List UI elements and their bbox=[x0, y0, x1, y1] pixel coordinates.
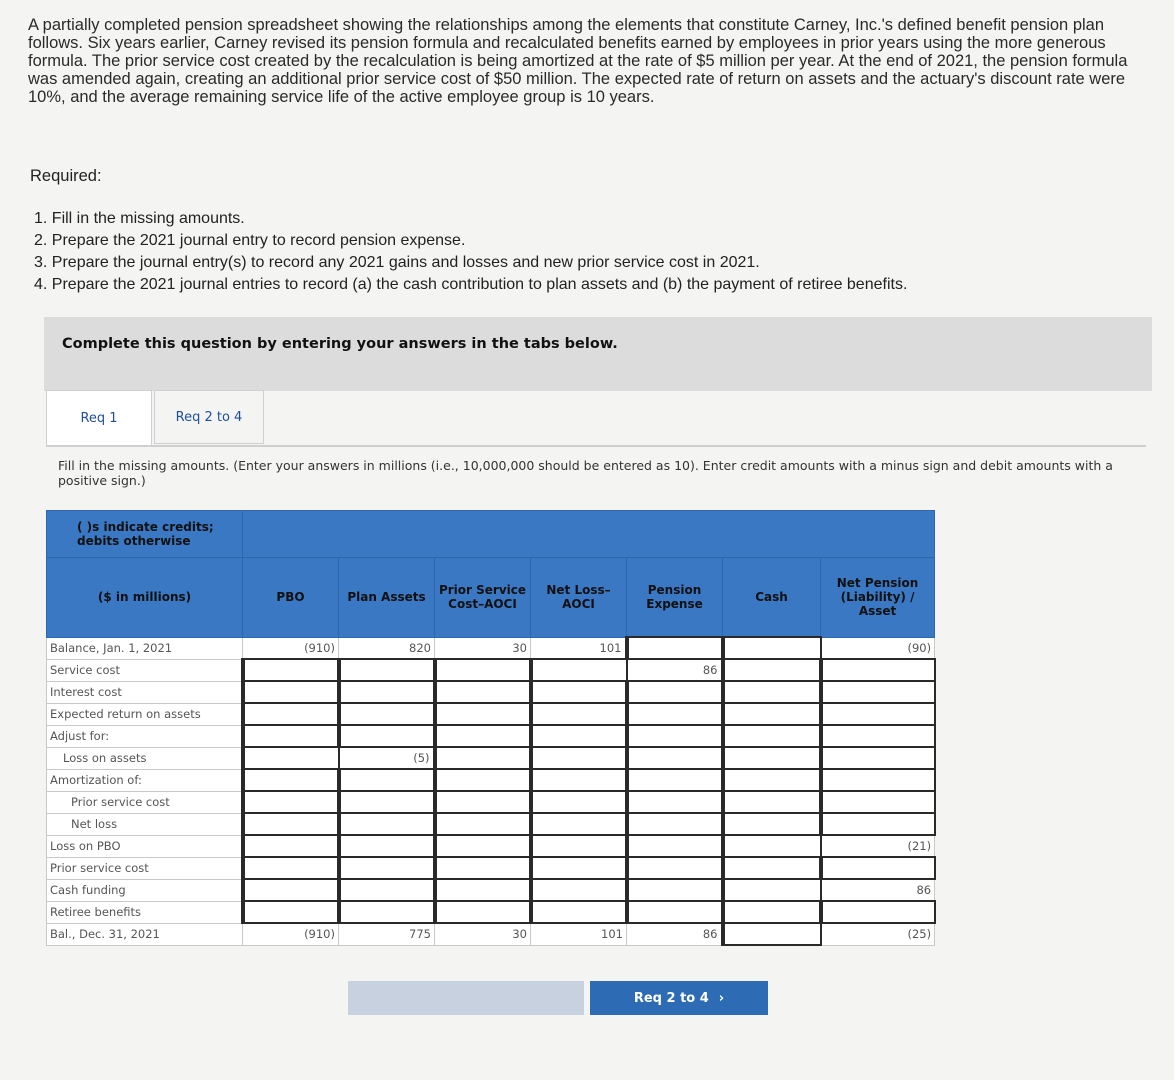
amount-input[interactable] bbox=[627, 791, 723, 813]
header-filler bbox=[243, 511, 935, 558]
requirement-item: 3. Prepare the journal entry(s) to record any 2021 gains and losses and new prior service cost in 2021. bbox=[34, 254, 760, 271]
amount-input[interactable] bbox=[531, 835, 627, 857]
table-cell: 30 bbox=[435, 637, 531, 659]
amount-input[interactable] bbox=[435, 703, 531, 725]
table-row bbox=[47, 659, 935, 681]
amount-input[interactable] bbox=[339, 681, 435, 703]
required-heading: Required: bbox=[30, 167, 102, 185]
amount-input[interactable] bbox=[723, 659, 821, 681]
amount-input[interactable] bbox=[531, 659, 627, 681]
amount-input[interactable] bbox=[435, 681, 531, 703]
row-label: Net loss bbox=[47, 813, 243, 835]
amount-input[interactable] bbox=[627, 879, 723, 901]
table-cell: 86 bbox=[821, 879, 935, 901]
amount-input[interactable] bbox=[627, 857, 723, 879]
amount-input[interactable] bbox=[821, 681, 935, 703]
row-label: Loss on PBO bbox=[47, 835, 243, 857]
table-cell: (90) bbox=[821, 637, 935, 659]
amount-input[interactable] bbox=[435, 769, 531, 791]
table-row bbox=[47, 857, 935, 879]
amount-input[interactable] bbox=[435, 879, 531, 901]
row-label: Expected return on assets bbox=[47, 703, 243, 725]
amount-input[interactable] bbox=[243, 835, 339, 857]
column-header: Cash bbox=[723, 558, 821, 638]
amount-input[interactable] bbox=[821, 857, 935, 879]
units-header: ($ in millions) bbox=[47, 558, 243, 638]
next-tab-label: Req 2 to 4 bbox=[633, 990, 709, 1006]
chevron-right-icon: › bbox=[718, 990, 725, 1006]
amount-input[interactable] bbox=[243, 703, 339, 725]
amount-input[interactable] bbox=[821, 769, 935, 791]
column-header: Net Loss–AOCI bbox=[531, 558, 627, 638]
amount-input[interactable] bbox=[723, 901, 821, 923]
tab-instructions: Fill in the missing amounts. (Enter your answers in millions (i.e., 10,000,000 should be entered as 10). Enter credit amounts with a minus sign and debit amounts with a positive sign.) bbox=[58, 458, 1113, 488]
amount-input[interactable] bbox=[339, 901, 435, 923]
table-cell: 86 bbox=[627, 659, 723, 681]
row-label: Amortization of: bbox=[47, 769, 243, 791]
amount-input[interactable] bbox=[821, 813, 935, 835]
amount-input[interactable] bbox=[627, 637, 723, 659]
table-row bbox=[47, 747, 935, 769]
amount-input[interactable] bbox=[531, 791, 627, 813]
amount-input[interactable] bbox=[531, 747, 627, 769]
amount-input[interactable] bbox=[243, 747, 339, 769]
amount-input[interactable] bbox=[627, 813, 723, 835]
table-cell: 820 bbox=[339, 637, 435, 659]
amount-input[interactable] bbox=[243, 769, 339, 791]
tab-req-1[interactable]: Req 1 bbox=[46, 390, 152, 446]
row-label: Prior service cost bbox=[47, 857, 243, 879]
table-row bbox=[47, 835, 935, 857]
next-tab-button[interactable] bbox=[590, 981, 768, 1015]
row-label: Service cost bbox=[47, 659, 243, 681]
table-cell: 30 bbox=[435, 923, 531, 945]
amount-input[interactable] bbox=[243, 791, 339, 813]
table-row bbox=[47, 791, 935, 813]
table-row bbox=[47, 923, 935, 945]
amount-input[interactable] bbox=[627, 681, 723, 703]
problem-statement: A partially completed pension spreadsheet showing the relationships among the elements that constitute Carney, Inc.'s defined benefit pension plan follows. Six years earlier, Carney revised its pension formula and recalculated benefits earned by employees in prior years using the more generous formula. The prior service cost created by the recalculation is being amortized at the rate of $5 million per year. At the end of 2021, the pension formula was amended again, creating an additional prior service cost of $50 million. The expected rate of return on assets and the actuary's discount rate were 10%, and the average remaining service life of the active employee group is 10 years. bbox=[28, 16, 1128, 106]
amount-input[interactable] bbox=[531, 681, 627, 703]
table-cell: 86 bbox=[627, 923, 723, 945]
amount-input[interactable] bbox=[723, 879, 821, 901]
amount-input[interactable] bbox=[723, 681, 821, 703]
amount-input[interactable] bbox=[435, 813, 531, 835]
amount-input[interactable] bbox=[339, 725, 435, 747]
amount-input[interactable] bbox=[531, 857, 627, 879]
amount-input[interactable] bbox=[339, 659, 435, 681]
amount-input[interactable] bbox=[627, 769, 723, 791]
amount-input[interactable] bbox=[821, 659, 935, 681]
requirements-list bbox=[34, 208, 907, 296]
table-cell: (910) bbox=[243, 923, 339, 945]
amount-input[interactable] bbox=[723, 813, 821, 835]
table-row bbox=[47, 813, 935, 835]
amount-input[interactable] bbox=[531, 725, 627, 747]
table-cell: 101 bbox=[531, 637, 627, 659]
amount-input[interactable] bbox=[435, 901, 531, 923]
amount-input[interactable] bbox=[243, 901, 339, 923]
amount-input[interactable] bbox=[339, 703, 435, 725]
row-label: Prior service cost bbox=[47, 791, 243, 813]
amount-input[interactable] bbox=[723, 703, 821, 725]
table-row bbox=[47, 901, 935, 923]
row-label: Bal., Dec. 31, 2021 bbox=[47, 923, 243, 945]
amount-input[interactable] bbox=[243, 813, 339, 835]
banner-text: Complete this question by entering your answers in the tabs below. bbox=[62, 336, 618, 352]
amount-input[interactable] bbox=[435, 747, 531, 769]
pension-spreadsheet bbox=[46, 510, 934, 946]
column-header: Net Pension (Liability) / Asset bbox=[821, 558, 935, 638]
requirement-item: 1. Fill in the missing amounts. bbox=[34, 210, 245, 227]
amount-input[interactable] bbox=[627, 835, 723, 857]
amount-input[interactable] bbox=[243, 681, 339, 703]
amount-input[interactable] bbox=[627, 901, 723, 923]
amount-input[interactable] bbox=[339, 879, 435, 901]
amount-input[interactable] bbox=[723, 725, 821, 747]
amount-input[interactable] bbox=[723, 637, 821, 659]
table-cell: (25) bbox=[821, 923, 935, 945]
amount-input[interactable] bbox=[435, 725, 531, 747]
amount-input[interactable] bbox=[243, 659, 339, 681]
amount-input[interactable] bbox=[821, 725, 935, 747]
table-cell: 775 bbox=[339, 923, 435, 945]
amount-input[interactable] bbox=[627, 725, 723, 747]
column-header: Pension Expense bbox=[627, 558, 723, 638]
amount-input[interactable] bbox=[435, 659, 531, 681]
amount-input[interactable] bbox=[435, 857, 531, 879]
table-row bbox=[47, 703, 935, 725]
legend-cell: ( )s indicate credits; debits otherwise bbox=[47, 511, 243, 558]
amount-input[interactable] bbox=[723, 835, 821, 857]
requirement-item: 2. Prepare the 2021 journal entry to record pension expense. bbox=[34, 232, 466, 249]
column-header: PBO bbox=[243, 558, 339, 638]
amount-input[interactable] bbox=[435, 835, 531, 857]
amount-input[interactable] bbox=[243, 725, 339, 747]
row-label: Retiree benefits bbox=[47, 901, 243, 923]
amount-input[interactable] bbox=[723, 857, 821, 879]
amount-input[interactable] bbox=[627, 703, 723, 725]
table-cell: (21) bbox=[821, 835, 935, 857]
instruction-banner bbox=[44, 317, 1152, 391]
amount-input[interactable] bbox=[531, 703, 627, 725]
amount-input[interactable] bbox=[821, 703, 935, 725]
amount-input[interactable] bbox=[339, 835, 435, 857]
column-header: Plan Assets bbox=[339, 558, 435, 638]
row-label: Interest cost bbox=[47, 681, 243, 703]
amount-input[interactable] bbox=[627, 747, 723, 769]
amount-input[interactable] bbox=[723, 923, 821, 945]
amount-input[interactable] bbox=[531, 901, 627, 923]
amount-input[interactable] bbox=[339, 813, 435, 835]
amount-input[interactable] bbox=[723, 791, 821, 813]
row-label: Adjust for: bbox=[47, 725, 243, 747]
row-label: Cash funding bbox=[47, 879, 243, 901]
amount-input[interactable] bbox=[339, 791, 435, 813]
table-row bbox=[47, 681, 935, 703]
amount-input[interactable] bbox=[339, 857, 435, 879]
tab-divider bbox=[46, 445, 1146, 447]
table-row bbox=[47, 879, 935, 901]
amount-input[interactable] bbox=[821, 901, 935, 923]
column-header: Prior Service Cost–AOCI bbox=[435, 558, 531, 638]
amount-input[interactable] bbox=[531, 879, 627, 901]
table-cell: (5) bbox=[339, 747, 435, 769]
table-row bbox=[47, 725, 935, 747]
amount-input[interactable] bbox=[723, 747, 821, 769]
table-row bbox=[47, 769, 935, 791]
amount-input[interactable] bbox=[531, 769, 627, 791]
row-label: Loss on assets bbox=[47, 747, 243, 769]
amount-input[interactable] bbox=[243, 857, 339, 879]
table-cell: 101 bbox=[531, 923, 627, 945]
table-row bbox=[47, 637, 935, 659]
table-cell: (910) bbox=[243, 637, 339, 659]
amount-input[interactable] bbox=[243, 879, 339, 901]
amount-input[interactable] bbox=[723, 769, 821, 791]
amount-input[interactable] bbox=[821, 791, 935, 813]
prev-button-disabled bbox=[348, 981, 584, 1015]
amount-input[interactable] bbox=[339, 769, 435, 791]
amount-input[interactable] bbox=[531, 813, 627, 835]
amount-input[interactable] bbox=[435, 791, 531, 813]
row-label: Balance, Jan. 1, 2021 bbox=[47, 637, 243, 659]
requirement-item: 4. Prepare the 2021 journal entries to record (a) the cash contribution to plan assets and (b) the payment of retiree benefits. bbox=[34, 276, 908, 293]
tab-req-2-to-4[interactable]: Req 2 to 4 bbox=[154, 390, 264, 444]
amount-input[interactable] bbox=[821, 747, 935, 769]
